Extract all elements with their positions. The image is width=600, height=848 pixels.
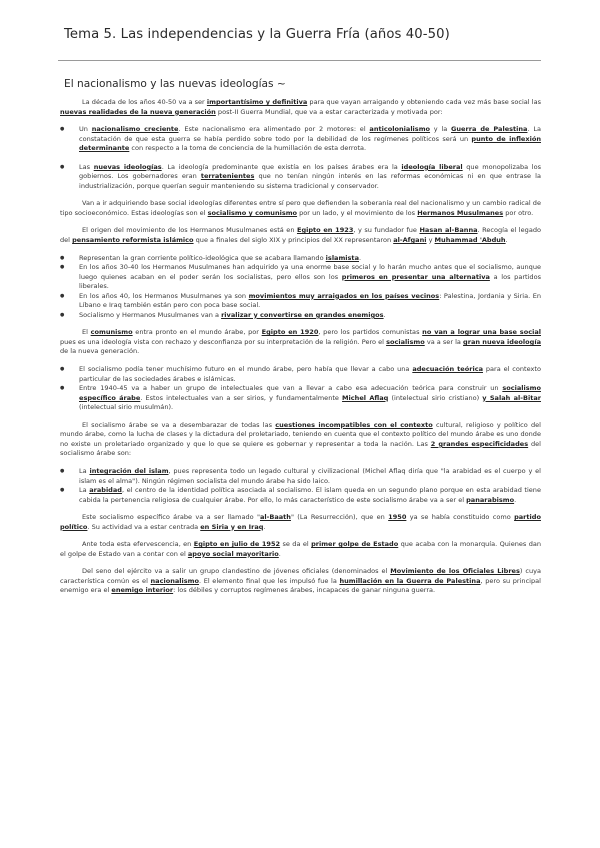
text-run: que acaba con la monarquía. Quienes dan el golpe de Estado van a contar con el [60, 540, 542, 558]
text-run: y la [430, 125, 452, 134]
paragraph-brotherhood-origin [60, 226, 541, 245]
text-run: y [426, 236, 435, 245]
text-run: ya se había constituido como [406, 513, 515, 522]
text-run: . [263, 522, 266, 531]
text-run: . La constatación de que esta guerra se había perdido sobre todo por la debilidad de los regímenes políticos será un [79, 125, 541, 143]
text-run: (intelectual sirio musulmán). [79, 403, 174, 412]
text-run: . Estos intelectuales van a ser sirios, y fundamentalmente [140, 393, 343, 402]
keyword: comunismo [90, 328, 133, 337]
keyword: cuestiones incompatibles con el contexto [275, 420, 433, 429]
keyword: movimientos muy arraigados en los países vecinos [248, 291, 440, 300]
keyword: partido político [60, 513, 541, 531]
text-run: En los años 40, los Hermanos Musulmanes ya son [79, 291, 249, 300]
list-item [60, 384, 541, 413]
keyword: Egipto en 1920 [261, 328, 319, 337]
paragraph-free-officers [60, 567, 541, 596]
paragraph-baath [60, 513, 541, 532]
text-run: . Este nacionalismo era alimentado por 2 motores: el [178, 125, 370, 134]
text-run: de la nueva generación. [60, 347, 140, 356]
text-run: Este socialismo específico árabe va a ser llamado " [82, 513, 260, 522]
text-run: . [278, 549, 281, 558]
keyword: Egipto en julio de 1952 [193, 540, 281, 549]
text-run: Un [79, 125, 92, 134]
text-run: cultural, religioso y político del mundo árabe, como la lucha de clases y la dictadura del proletariado, teniendo en cuenta que el contexto político del mundo árabe es uno donde no existe un proletariado organizado y que lo que se quiere es gobernar y representar a toda la nación. Las [60, 420, 541, 448]
keyword: punto de inflexión determinante [79, 134, 541, 153]
text-run: Representan la gran corriente político-ideológica que se acabara llamando [79, 253, 326, 262]
text-run: para que vayan arraigando y obteniendo cada vez más base social las [307, 98, 541, 106]
title-divider [58, 60, 541, 61]
list-item [60, 311, 541, 321]
keyword: Movimiento de los Oficiales Libres [390, 567, 520, 576]
section-heading: El nacionalismo y las nuevas ideologías ~ [64, 78, 286, 90]
text-run: ) cuya característica común es el [60, 567, 541, 585]
document-body [60, 98, 541, 604]
text-run: Las [79, 162, 94, 171]
text-run: Entre 1940-45 va a haber un grupo de intelectuales que van a llevar a cabo esa adecuación teórica para construir un [79, 384, 503, 393]
keyword: 1950 [388, 513, 407, 522]
keyword: primeros en presentar una alternativa [341, 272, 490, 281]
keyword: enemigo interior [111, 586, 174, 595]
text-run: se da el [280, 540, 312, 549]
keyword: anticolonialismo [369, 125, 431, 134]
text-run: . [359, 253, 362, 262]
text-run: . [514, 495, 517, 504]
text-run: El socialismo podía tener muchísimo futuro en el mundo árabe, pero había que llevar a cabo una [79, 365, 413, 374]
text-run: . El elemento final que les impulsó fue la [199, 576, 340, 585]
text-run: que no tenían ningún interés en las reformas económicas ni en que entrase la industrialización, porque querían seguir manteniendo su sistema tradicional y conservador. [79, 172, 541, 190]
keyword: nacionalismo [150, 576, 200, 585]
keyword: panarabismo [466, 495, 515, 504]
page-title: Tema 5. Las independencias y la Guerra Fría (años 40-50) [64, 27, 450, 42]
text-run: (intelectual sirio cristiano) [388, 393, 483, 402]
text-run: a los partidos liberales. [79, 272, 541, 291]
paragraph-communism [60, 328, 541, 357]
text-run: " (La Resurrección), que en [290, 513, 389, 522]
text-run: . [383, 310, 386, 319]
keyword: en Siria y en Iraq [200, 522, 264, 531]
text-run: por otro. [503, 208, 534, 217]
keyword: Michel Aflaq [342, 393, 389, 402]
paragraph-intro [60, 98, 541, 117]
keyword: Hasan al-Banna [419, 226, 478, 235]
text-run: que a finales del siglo XIX y principios del XX representaron [193, 236, 394, 245]
text-run: del socialismo árabe son: [60, 439, 541, 458]
list-item [60, 254, 541, 264]
text-run: , el centro de la identidad política asociada al socialismo. El islam queda en un segundo plano porque en esta arabidad tiene cabida la pertenencia religiosa de cualquier árabe. Por ello, lo más característico de este socialismo árabe va a ser el [79, 486, 541, 504]
text-run: . Recogía el legado del [60, 226, 541, 245]
keyword: y Salah al-Bitar [482, 393, 541, 402]
keyword: ideología liberal [401, 162, 463, 171]
text-run: El socialismo árabe se va a desembarazar de todas las [82, 420, 276, 429]
text-run: : los débiles y corruptos regímenes árabes, incapaces de ganar ninguna guerra. [173, 586, 436, 595]
keyword: Hermanos Musulmanes [417, 208, 504, 217]
text-run: , y su fundador fue [353, 226, 420, 235]
text-run: En los años 30-40 los Hermanos Musulmanes han adquirido ya una enorme base social y lo harán mucho antes que el socialismo, aunque luego quienes acaban en el poder serán los socialistas, pero ellos son los [79, 263, 541, 281]
keyword: al-Afgani [393, 236, 427, 245]
keyword: pensamiento reformista islámico [72, 236, 194, 245]
keyword: Guerra de Palestina [451, 125, 528, 134]
keyword: Muhammad 'Abduh [434, 236, 506, 245]
keyword: socialismo específico árabe [79, 384, 541, 402]
paragraph-arab-socialism [60, 421, 541, 459]
keyword: gran nueva ideología [463, 337, 541, 346]
text-run: que monopolizaba los gobiernos. Los gobernadores eran [79, 162, 542, 181]
text-run: . Su actividad va a estar centrada [87, 522, 201, 531]
keyword: importantísimo y definitiva [206, 98, 308, 106]
keyword: nuevas ideologías [93, 162, 162, 171]
keyword: integración del islam [89, 466, 169, 475]
text-run: entra pronto en el mundo árabe, por [132, 328, 262, 337]
keyword: primer golpe de Estado [311, 540, 399, 549]
text-run: , pero los partidos comunistas [318, 328, 423, 337]
bullet-list-specificities [60, 467, 541, 505]
list-item [60, 486, 541, 505]
keyword: Egipto en 1923 [296, 226, 354, 235]
text-run: por un lado, y el movimiento de los [297, 208, 418, 217]
text-run: Del seno del ejército va a salir un grupo clandestino de jóvenes oficiales (denominados el [82, 567, 391, 576]
keyword: nacionalismo creciente [91, 125, 179, 134]
bullet-list-socialism [60, 365, 541, 413]
text-run: post-II Guerra Mundial, que va a estar caracterizada y motivada por: [215, 107, 443, 116]
text-run: La [79, 486, 90, 495]
text-run: va a ser la [424, 337, 464, 346]
list-item [60, 467, 541, 486]
text-run: Ante toda esta efervescencia, en [82, 540, 194, 549]
keyword: socialismo [386, 337, 425, 346]
text-run: . La ideología predominante que existía en los países árabes era la [161, 162, 402, 171]
text-run: , pero su principal enemigo era el [60, 576, 541, 595]
list-item [60, 125, 541, 154]
list-item [60, 263, 541, 292]
text-run: , pues representa todo un legado cultural y civilizacional (Michel Aflaq diría que "la arabidad es el cuerpo y el islam es el alma"). Ningún régimen socialista del mundo árabe ha sido laico. [79, 466, 541, 485]
list-item [60, 163, 541, 192]
keyword: apoyo social mayoritario [187, 549, 279, 558]
keyword: nuevas realidades de la nueva generación [60, 107, 216, 116]
text-run: El [82, 328, 91, 337]
text-run: Socialismo y Hermanos Musulmanes van a [79, 310, 222, 319]
keyword: adecuación teórica [412, 365, 483, 374]
text-run: La década de los años 40-50 va a ser [82, 98, 207, 106]
text-run: El origen del movimiento de los Hermanos Musulmanes está en [82, 226, 297, 235]
list-item [60, 365, 541, 384]
list-item [60, 292, 541, 311]
keyword: rivalizar y convertirse en grandes enemigos [221, 310, 384, 319]
keyword: arabidad [89, 486, 122, 495]
keyword: humillación en la Guerra de Palestina [339, 576, 481, 585]
text-run: para el contexto particular de las sociedades árabes e islámicas. [79, 365, 541, 383]
keyword: 2 grandes especificidades [430, 439, 529, 448]
paragraph-ideologies [60, 199, 541, 218]
keyword: al-Baath [259, 513, 291, 522]
text-run: La [79, 466, 90, 475]
text-run: . [505, 236, 508, 245]
bullet-list-brotherhood [60, 254, 541, 321]
paragraph-coup-1952 [60, 540, 541, 559]
keyword: terratenientes [200, 172, 255, 181]
keyword: socialismo y comunismo [207, 208, 298, 217]
bullet-list-causes [60, 125, 541, 191]
text-run: Van a ir adquiriendo base social ideologías diferentes entre sí pero que defienden la soberanía real del nacionalismo y un cambio radical de tipo socioeconómico. Estas ideologías son el [60, 199, 541, 217]
keyword: no van a lograr una base social [422, 328, 541, 337]
keyword: islamista [325, 253, 359, 262]
text-run: con respecto a la toma de conciencia de la humillación de esta derrota. [129, 144, 367, 153]
text-run: pues es una ideología vista con rechazo y desconfianza por su interpretación de la religión. Pero el [60, 337, 387, 346]
text-run: : Palestina, Jordania y Siria. En Líbano e Iraq también están pero con poca base social. [79, 291, 541, 310]
